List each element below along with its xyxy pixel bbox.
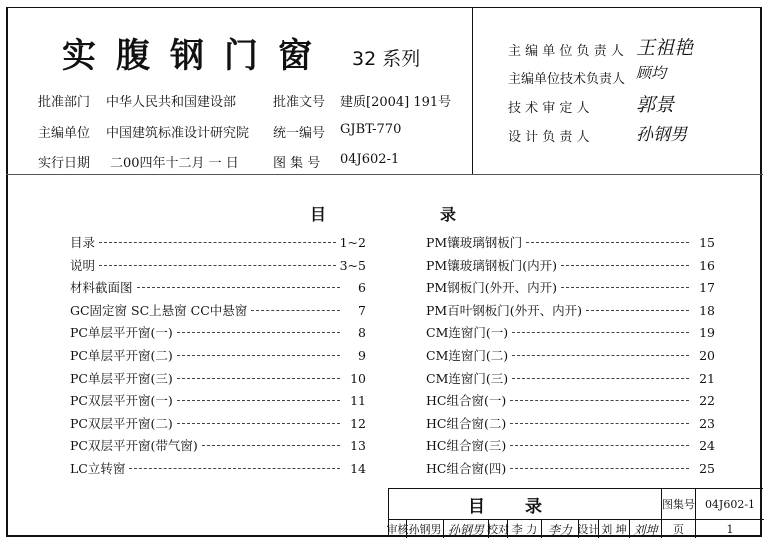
- toc-item-label: CM连窗门(一): [426, 325, 509, 341]
- editor-unit-label: 主编单位: [38, 126, 91, 141]
- toc-item-label: PC双层平开窗(二): [70, 415, 173, 431]
- approval-dept-label: 批准部门: [38, 95, 91, 110]
- atlas-number-value: 04J602-1: [340, 152, 400, 167]
- leader-dots: [251, 310, 340, 311]
- toc-item-label: PC双层平开窗(一): [70, 393, 173, 409]
- toc-item[interactable]: [70, 414, 366, 434]
- check-label: 校对: [488, 519, 507, 538]
- leader-dots: [510, 468, 689, 469]
- toc-item-label: PC单层平开窗(一): [70, 325, 173, 341]
- series-label: 32 系列: [352, 48, 421, 70]
- toc-item-page: 12: [350, 415, 366, 431]
- toc-item-page: 13: [350, 438, 366, 454]
- header-divider: [472, 7, 473, 174]
- toc-item-page: 16: [699, 257, 715, 273]
- toc-item-page: 14: [350, 461, 366, 476]
- toc-item-label: CM连窗门(三): [426, 370, 509, 386]
- page-label: 页: [661, 519, 695, 538]
- check-signature: 李力: [541, 519, 578, 538]
- leader-dots: [177, 400, 340, 401]
- design-name: 刘 坤: [598, 519, 629, 538]
- leader-dots: [512, 332, 689, 333]
- leader-dots: [512, 378, 689, 379]
- signature: 孙钢男: [636, 125, 687, 145]
- approval-number-label: 批准文号: [273, 95, 326, 110]
- toc-item-page: 3~5: [339, 257, 366, 273]
- toc-item-label: HC组合窗(四): [426, 461, 507, 476]
- leader-dots: [177, 332, 340, 333]
- toc-item-label: HC组合窗(二): [426, 415, 507, 431]
- toc-item-label: PC单层平开窗(三): [70, 370, 173, 386]
- toc-item-label: HC组合窗(三): [426, 438, 507, 454]
- effective-date-label: 实行日期: [38, 156, 91, 171]
- title-block-title: 目录: [468, 496, 582, 517]
- design-signature: 刘坤: [629, 519, 661, 538]
- toc-item-label: PM百叶钢板门(外开、内开): [426, 302, 582, 318]
- toc-item[interactable]: [70, 323, 366, 343]
- leader-dots: [526, 242, 689, 243]
- leader-dots: [177, 378, 340, 379]
- leader-dots: [177, 355, 340, 356]
- toc-item[interactable]: [426, 323, 715, 343]
- toc-item-label: PC双层平开窗(带气窗): [70, 438, 198, 454]
- toc-item[interactable]: [70, 346, 366, 366]
- design-label: 设计: [578, 519, 598, 538]
- toc-item[interactable]: [426, 278, 715, 298]
- leader-dots: [99, 242, 336, 243]
- leader-dots: [512, 355, 689, 356]
- toc-item[interactable]: [70, 233, 366, 253]
- toc-item-label: PM镶玻璃钢板门(内开): [426, 257, 557, 273]
- leader-dots: [510, 445, 689, 446]
- atlas-number-label: 图 集 号: [273, 156, 321, 171]
- effective-date-value: 二00四年十二月 一 日: [110, 156, 239, 171]
- toc-item-page: 22: [699, 393, 715, 409]
- toc-item-label: CM连窗门(二): [426, 348, 509, 363]
- signature: 顾均: [636, 64, 667, 82]
- toc-item[interactable]: [426, 436, 715, 456]
- header-separator: [6, 174, 763, 175]
- toc-item[interactable]: [70, 256, 366, 276]
- toc-item-page: 21: [699, 370, 715, 386]
- signature: 郭景: [636, 94, 675, 116]
- toc-item-label: 材料截面图: [70, 280, 133, 296]
- document-title: 实腹钢门窗: [62, 36, 332, 76]
- signature: 王祖艳: [636, 37, 694, 59]
- toc-item[interactable]: [70, 436, 366, 456]
- check-name: 李 力: [507, 519, 541, 538]
- toc-item-page: 18: [699, 302, 715, 318]
- toc-item[interactable]: [70, 459, 366, 479]
- signature-role: 主编单位技术负责人: [508, 72, 626, 87]
- toc-item-page: 8: [358, 325, 366, 341]
- leader-dots: [510, 400, 689, 401]
- leader-dots: [510, 423, 689, 424]
- toc-item[interactable]: [426, 301, 715, 321]
- page-value: 1: [695, 519, 764, 538]
- toc-item[interactable]: [426, 346, 715, 366]
- unified-number-label: 统一编号: [273, 126, 326, 141]
- review-signature: 孙钢男: [443, 519, 488, 538]
- toc-item-page: 9: [358, 348, 366, 363]
- leader-dots: [586, 310, 689, 311]
- toc-heading-right: 录: [440, 205, 457, 224]
- leader-dots: [177, 423, 340, 424]
- approval-dept-value: 中华人民共和国建设部: [106, 95, 237, 110]
- toc-item-label: PM镶玻璃钢板门: [426, 235, 523, 250]
- leader-dots: [561, 287, 689, 288]
- toc-item[interactable]: [426, 414, 715, 434]
- unified-number-value: GJBT-770: [340, 122, 402, 137]
- editor-unit-value: 中国建筑标准设计研究院: [106, 126, 250, 141]
- toc-item-page: 7: [358, 302, 366, 318]
- toc-item[interactable]: [70, 369, 366, 389]
- toc-item-page: 1~2: [339, 235, 366, 250]
- title-block: [388, 488, 763, 537]
- toc-item-label: LC立转窗: [70, 461, 126, 476]
- review-name: 孙钢男: [406, 519, 443, 538]
- approval-number-value: 建质[2004] 191号: [340, 95, 452, 110]
- leader-dots: [561, 265, 689, 266]
- toc-item[interactable]: [426, 391, 715, 411]
- toc-item[interactable]: [426, 459, 715, 479]
- toc-item[interactable]: [426, 233, 715, 253]
- toc-item-page: 6: [358, 280, 366, 296]
- toc-item-page: 25: [699, 461, 715, 476]
- toc-item-label: PC单层平开窗(二): [70, 348, 173, 363]
- toc-item-label: PM钢板门(外开、内开): [426, 280, 557, 296]
- toc-item[interactable]: [70, 301, 366, 321]
- toc-item-page: 11: [350, 393, 366, 409]
- toc-item-page: 10: [350, 370, 366, 386]
- toc-heading-left: 目: [310, 205, 327, 224]
- review-label: 审核: [389, 519, 406, 538]
- toc-item-label: GC固定窗 SC上悬窗 CC中悬窗: [70, 302, 248, 318]
- toc-item[interactable]: [426, 256, 715, 276]
- toc-item-page: 24: [699, 438, 715, 454]
- toc-item[interactable]: [70, 278, 366, 298]
- toc-item-page: 20: [699, 348, 715, 363]
- leader-dots: [99, 265, 336, 266]
- signature-role: 主 编 单 位 负 责 人: [508, 44, 624, 59]
- toc-item-label: 目录: [70, 235, 96, 250]
- signature-role: 技 术 审 定 人: [508, 101, 590, 116]
- toc-item-label: 说明: [70, 257, 96, 273]
- toc-item[interactable]: [70, 391, 366, 411]
- leader-dots: [202, 445, 340, 446]
- toc-item-page: 23: [699, 415, 715, 431]
- toc-item-page: 19: [699, 325, 715, 341]
- leader-dots: [129, 468, 340, 469]
- toc-item[interactable]: [426, 369, 715, 389]
- signature-role: 设 计 负 责 人: [508, 130, 590, 145]
- toc-item-label: HC组合窗(一): [426, 393, 507, 409]
- toc-item-page: 15: [699, 235, 715, 250]
- atlas-number-value: 04J602-1: [695, 489, 764, 519]
- leader-dots: [137, 287, 340, 288]
- toc-item-page: 17: [699, 280, 715, 296]
- atlas-number-label: 图集号: [661, 489, 695, 519]
